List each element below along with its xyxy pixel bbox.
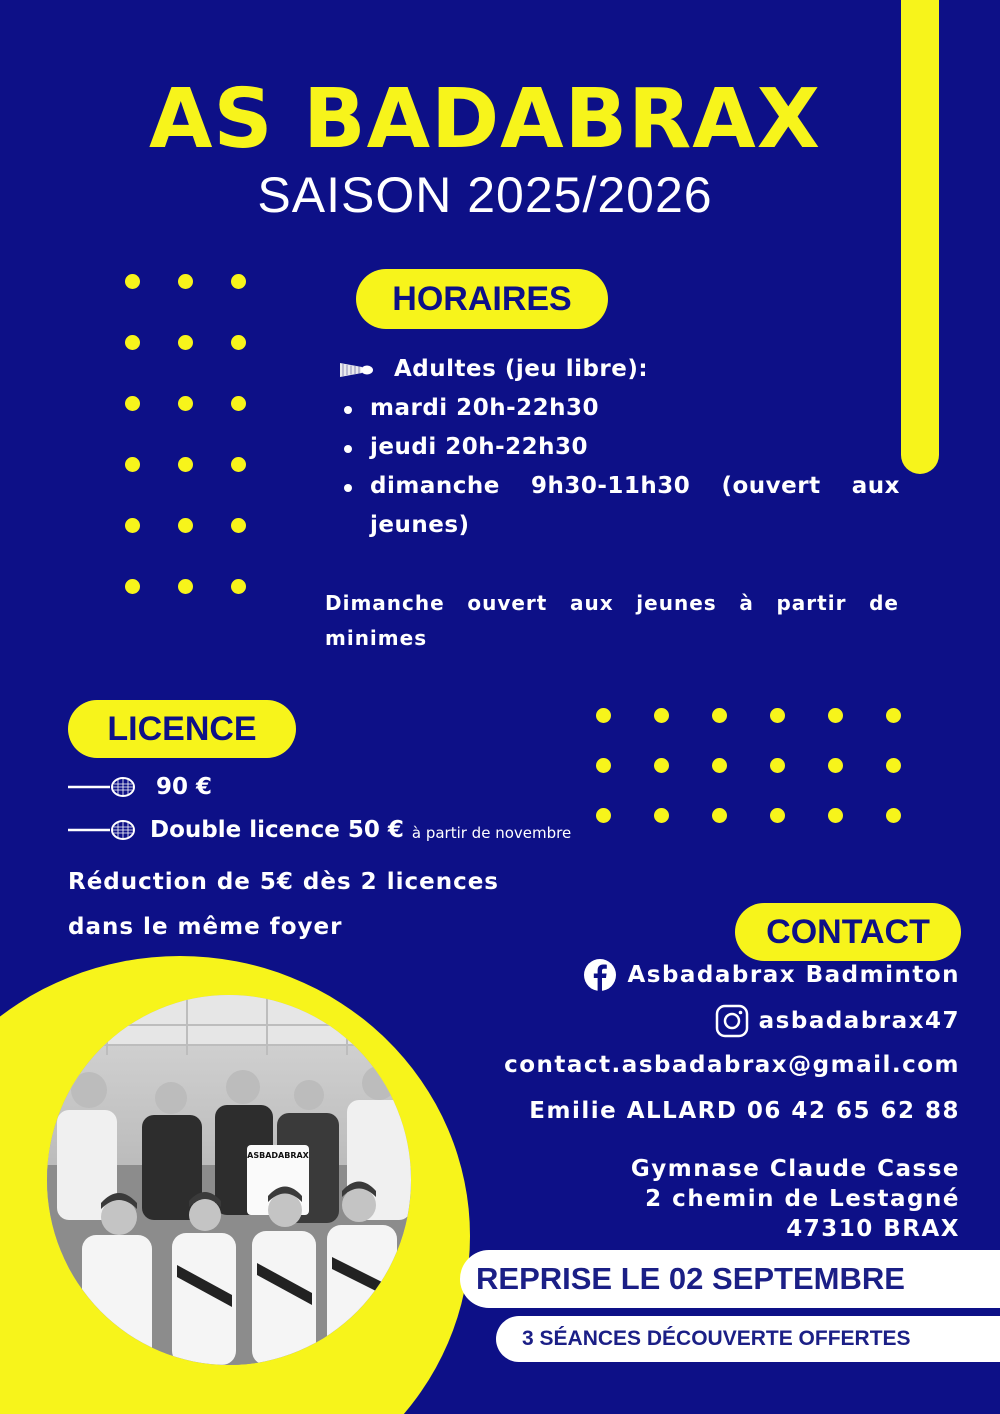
horaires-group	[338, 350, 900, 389]
shirt-text: ASBADABRAX	[247, 1151, 309, 1160]
instagram-handle: asbadabrax47	[758, 1008, 960, 1034]
address-line: 2 chemin de Lestagné	[645, 1186, 960, 1212]
instagram-link[interactable]	[715, 1004, 960, 1038]
facebook-icon	[583, 958, 617, 992]
licence-price-row	[68, 774, 212, 800]
list-item-continuation: jeunes)	[370, 512, 470, 538]
email-link[interactable]: contact.asbadabrax@gmail.com	[504, 1052, 960, 1078]
address-line: 47310 BRAX	[786, 1216, 960, 1242]
horaires-list	[342, 389, 900, 545]
seances-banner: 3 SÉANCES DÉCOUVERTE OFFERTES	[496, 1316, 1000, 1362]
dot-pattern-left	[125, 274, 246, 594]
season-subtitle: SAISON 2025/2026	[257, 167, 713, 223]
address-line: Gymnase Claude Casse	[630, 1156, 960, 1182]
list-item: jeudi 20h-22h30	[342, 428, 900, 467]
racket-icon	[68, 819, 136, 841]
team-photo-illustration	[47, 995, 411, 1365]
licence-reduction	[68, 860, 588, 950]
licence-price: 90 €	[156, 774, 213, 800]
contact-heading: CONTACT	[735, 903, 961, 961]
licence-double: Double licence 50 €	[150, 817, 404, 843]
reduction-line: dans le même foyer	[68, 914, 343, 940]
facebook-link[interactable]	[583, 958, 960, 992]
team-photo	[47, 995, 411, 1365]
shuttlecock-icon	[338, 360, 374, 380]
licence-double-note: à partir de novembre	[411, 824, 572, 842]
list-item: mardi 20h-22h30	[342, 389, 900, 428]
horaires-block	[338, 350, 900, 545]
list-item-text: dimanche 9h30-11h30 (ouvert aux	[370, 473, 900, 499]
dot-pattern-right	[596, 708, 901, 823]
reprise-banner: REPRISE LE 02 SEPTEMBRE	[460, 1250, 1000, 1308]
reduction-line: Réduction de 5€ dès 2 licences	[68, 869, 499, 895]
racket-icon	[68, 776, 136, 798]
club-title: AS BADABRAX	[149, 72, 821, 167]
facebook-name: Asbadabrax Badminton	[627, 962, 960, 988]
licence-double-row	[68, 817, 571, 843]
contact-phone: Emilie ALLARD 06 42 65 62 88	[529, 1098, 960, 1124]
list-item	[342, 467, 900, 545]
horaires-heading: HORAIRES	[356, 269, 608, 329]
instagram-icon	[715, 1004, 749, 1038]
horaires-adults-label: Adultes (jeu libre):	[394, 356, 649, 382]
gym-address	[631, 1154, 960, 1244]
licence-heading: LICENCE	[68, 700, 296, 758]
sunday-note: Dimanche ouvert aux jeunes à partir de minimes	[325, 591, 899, 650]
